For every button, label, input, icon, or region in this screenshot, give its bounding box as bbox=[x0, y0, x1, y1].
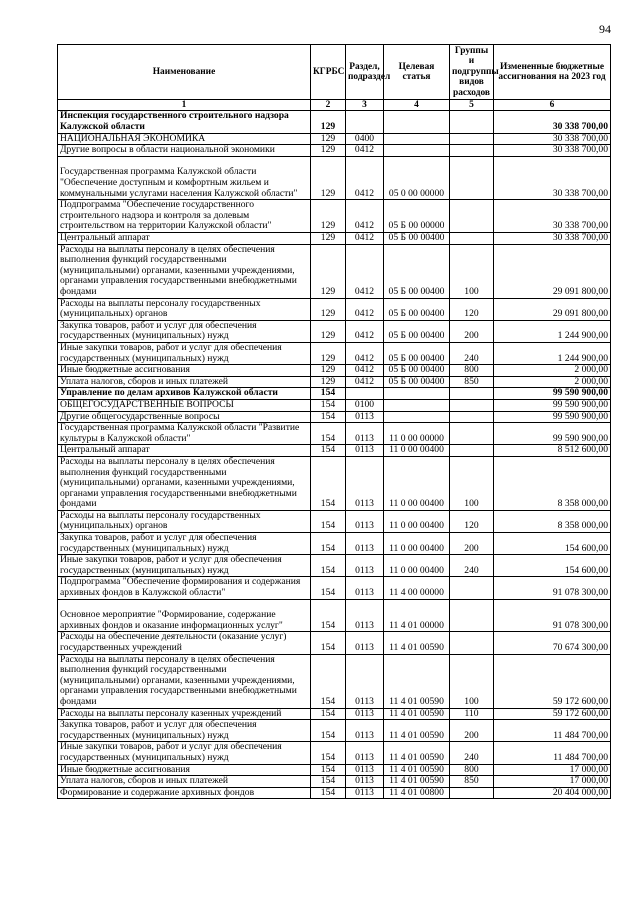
row-name: Расходы на обеспечение деятельности (оказание услуг) государственных учреждений bbox=[58, 632, 311, 654]
row-target: 11 0 00 00400 bbox=[384, 456, 450, 510]
header-kgrbs: КГРБС bbox=[311, 45, 346, 100]
column-number: 6 bbox=[494, 100, 611, 111]
table-row bbox=[58, 145, 611, 157]
table-row bbox=[58, 423, 611, 445]
row-group: 100 bbox=[450, 654, 494, 708]
row-group bbox=[450, 599, 494, 632]
table-row bbox=[58, 510, 611, 532]
table-row bbox=[58, 156, 611, 199]
row-name: Центральный аппарат bbox=[58, 232, 311, 244]
row-group: 200 bbox=[450, 720, 494, 742]
row-group: 850 bbox=[450, 376, 494, 388]
table-row bbox=[58, 399, 611, 411]
row-name: Государственная программа Калужской области "Обеспечение доступным и комфортным жильем и коммунальными услугами населения Калужской области" bbox=[58, 156, 311, 199]
row-amount: 30 338 700,00 bbox=[494, 145, 611, 157]
header-target: Целевая статья bbox=[384, 45, 450, 100]
row-name: Иные бюджетные ассигнования bbox=[58, 764, 311, 776]
row-name: Иные закупки товаров, работ и услуг для обеспечения государственных (муниципальных) нужд bbox=[58, 555, 311, 577]
row-section: 0412 bbox=[346, 200, 384, 233]
table-row bbox=[58, 388, 611, 400]
row-name: Иные закупки товаров, работ и услуг для обеспечения государственных (муниципальных) нужд bbox=[58, 342, 311, 364]
row-group: 240 bbox=[450, 555, 494, 577]
row-kgrbs: 129 bbox=[311, 200, 346, 233]
column-number: 2 bbox=[311, 100, 346, 111]
row-target: 11 0 00 00000 bbox=[384, 423, 450, 445]
row-group: 200 bbox=[450, 533, 494, 555]
row-group bbox=[450, 111, 494, 133]
row-name: Уплата налогов, сборов и иных платежей bbox=[58, 376, 311, 388]
header-amount: Измененные бюджетные ассигнования на 2023 год bbox=[494, 45, 611, 100]
row-amount: 99 590 900,00 bbox=[494, 388, 611, 400]
column-number: 3 bbox=[346, 100, 384, 111]
row-target: 05 Б 00 00400 bbox=[384, 365, 450, 377]
row-section: 0113 bbox=[346, 708, 384, 720]
row-group: 120 bbox=[450, 298, 494, 320]
row-kgrbs: 154 bbox=[311, 423, 346, 445]
table-row bbox=[58, 720, 611, 742]
row-target: 05 Б 00 00400 bbox=[384, 320, 450, 342]
row-target: 11 4 01 00000 bbox=[384, 599, 450, 632]
table-row bbox=[58, 298, 611, 320]
row-amount: 30 338 700,00 bbox=[494, 156, 611, 199]
row-kgrbs: 129 bbox=[311, 133, 346, 145]
row-name: Центральный аппарат bbox=[58, 445, 311, 457]
row-amount: 29 091 800,00 bbox=[494, 298, 611, 320]
row-kgrbs: 154 bbox=[311, 533, 346, 555]
row-kgrbs: 129 bbox=[311, 244, 346, 298]
row-section: 0412 bbox=[346, 145, 384, 157]
row-target: 11 0 00 00400 bbox=[384, 555, 450, 577]
table-row bbox=[58, 708, 611, 720]
table-row bbox=[58, 111, 611, 133]
row-section: 0400 bbox=[346, 133, 384, 145]
row-amount: 2 000,00 bbox=[494, 365, 611, 377]
row-target: 11 0 00 00400 bbox=[384, 510, 450, 532]
row-section: 0412 bbox=[346, 156, 384, 199]
row-name: Иные бюджетные ассигнования bbox=[58, 365, 311, 377]
row-section: 0113 bbox=[346, 533, 384, 555]
row-kgrbs: 154 bbox=[311, 388, 346, 400]
row-group bbox=[450, 388, 494, 400]
row-section: 0412 bbox=[346, 365, 384, 377]
table-row bbox=[58, 411, 611, 423]
row-section: 0412 bbox=[346, 244, 384, 298]
row-target: 05 Б 00 00400 bbox=[384, 298, 450, 320]
table-row bbox=[58, 342, 611, 364]
row-group: 800 bbox=[450, 365, 494, 377]
row-name: ОБЩЕГОСУДАРСТВЕННЫЕ ВОПРОСЫ bbox=[58, 399, 311, 411]
row-kgrbs: 154 bbox=[311, 599, 346, 632]
row-group bbox=[450, 445, 494, 457]
row-section: 0113 bbox=[346, 445, 384, 457]
row-name: Расходы на выплаты персоналу казенных учреждений bbox=[58, 708, 311, 720]
row-target: 11 4 01 00590 bbox=[384, 720, 450, 742]
row-kgrbs: 154 bbox=[311, 555, 346, 577]
page-number: 94 bbox=[599, 22, 611, 36]
row-group bbox=[450, 232, 494, 244]
table-row bbox=[58, 599, 611, 632]
row-target: 11 4 01 00590 bbox=[384, 742, 450, 764]
row-amount: 154 600,00 bbox=[494, 533, 611, 555]
row-amount: 59 172 600,00 bbox=[494, 654, 611, 708]
row-amount: 30 338 700,00 bbox=[494, 232, 611, 244]
row-section: 0113 bbox=[346, 632, 384, 654]
row-group bbox=[450, 632, 494, 654]
row-section bbox=[346, 388, 384, 400]
row-amount: 11 484 700,00 bbox=[494, 742, 611, 764]
row-amount: 99 590 900,00 bbox=[494, 411, 611, 423]
row-amount: 91 078 300,00 bbox=[494, 577, 611, 599]
table-row bbox=[58, 456, 611, 510]
row-group bbox=[450, 156, 494, 199]
header-name: Наименование bbox=[58, 45, 311, 100]
row-section: 0113 bbox=[346, 456, 384, 510]
row-amount: 30 338 700,00 bbox=[494, 133, 611, 145]
table-body bbox=[58, 111, 611, 799]
row-target: 05 Б 00 00400 bbox=[384, 376, 450, 388]
row-section: 0113 bbox=[346, 599, 384, 632]
table-row bbox=[58, 555, 611, 577]
header-section: Раздел, подраздел bbox=[346, 45, 384, 100]
row-amount: 99 590 900,00 bbox=[494, 399, 611, 411]
row-target bbox=[384, 388, 450, 400]
row-group: 240 bbox=[450, 342, 494, 364]
row-group bbox=[450, 145, 494, 157]
row-name: Основное мероприятие "Формирование, содержание архивных фондов и оказание информационных услуг" bbox=[58, 599, 311, 632]
row-kgrbs: 154 bbox=[311, 742, 346, 764]
header-row bbox=[58, 45, 611, 100]
row-kgrbs: 154 bbox=[311, 787, 346, 799]
column-number: 1 bbox=[58, 100, 311, 111]
row-section: 0113 bbox=[346, 764, 384, 776]
row-kgrbs: 129 bbox=[311, 298, 346, 320]
row-section: 0113 bbox=[346, 510, 384, 532]
table-row bbox=[58, 787, 611, 799]
row-group: 120 bbox=[450, 510, 494, 532]
row-group bbox=[450, 411, 494, 423]
table-row bbox=[58, 742, 611, 764]
table-row bbox=[58, 654, 611, 708]
row-kgrbs: 129 bbox=[311, 156, 346, 199]
column-number-row bbox=[58, 100, 611, 111]
row-section: 0412 bbox=[346, 342, 384, 364]
row-section: 0100 bbox=[346, 399, 384, 411]
row-name: Подпрограмма "Обеспечение формирования и содержания архивных фондов в Калужской области" bbox=[58, 577, 311, 599]
row-name: Уплата налогов, сборов и иных платежей bbox=[58, 776, 311, 788]
row-kgrbs: 154 bbox=[311, 445, 346, 457]
row-amount: 17 000,00 bbox=[494, 776, 611, 788]
table-row bbox=[58, 533, 611, 555]
row-section: 0113 bbox=[346, 776, 384, 788]
row-name: Формирование и содержание архивных фондов bbox=[58, 787, 311, 799]
row-amount: 59 172 600,00 bbox=[494, 708, 611, 720]
header-groups: Группы и подгруппы видов расходов bbox=[450, 45, 494, 100]
row-section: 0113 bbox=[346, 720, 384, 742]
row-target: 11 4 01 00590 bbox=[384, 654, 450, 708]
row-target bbox=[384, 145, 450, 157]
row-target: 11 4 01 00590 bbox=[384, 764, 450, 776]
row-name: Другие вопросы в области национальной экономики bbox=[58, 145, 311, 157]
row-section: 0113 bbox=[346, 555, 384, 577]
table-row bbox=[58, 244, 611, 298]
row-kgrbs: 129 bbox=[311, 111, 346, 133]
row-group: 100 bbox=[450, 456, 494, 510]
row-target: 11 4 01 00800 bbox=[384, 787, 450, 799]
row-section: 0412 bbox=[346, 320, 384, 342]
row-amount: 8 358 000,00 bbox=[494, 510, 611, 532]
row-kgrbs: 154 bbox=[311, 764, 346, 776]
row-name: Расходы на выплаты персоналу в целях обеспечения выполнения функций государственными (муниципальными) органами, казенными учреждениями, органами управления государственными внебюджетными фондами bbox=[58, 654, 311, 708]
row-amount: 8 512 600,00 bbox=[494, 445, 611, 457]
row-kgrbs: 129 bbox=[311, 232, 346, 244]
row-section: 0412 bbox=[346, 376, 384, 388]
row-amount: 1 244 900,00 bbox=[494, 342, 611, 364]
row-target: 05 Б 00 00400 bbox=[384, 232, 450, 244]
row-kgrbs: 129 bbox=[311, 376, 346, 388]
row-name: Инспекция государственного строительного надзора Калужской области bbox=[58, 111, 311, 133]
row-amount: 11 484 700,00 bbox=[494, 720, 611, 742]
row-section: 0113 bbox=[346, 787, 384, 799]
row-name: Другие общегосударственные вопросы bbox=[58, 411, 311, 423]
row-name: Управление по делам архивов Калужской области bbox=[58, 388, 311, 400]
row-group bbox=[450, 399, 494, 411]
row-group bbox=[450, 423, 494, 445]
row-group: 800 bbox=[450, 764, 494, 776]
table-row bbox=[58, 232, 611, 244]
row-section: 0113 bbox=[346, 577, 384, 599]
row-amount: 70 674 300,00 bbox=[494, 632, 611, 654]
table-row bbox=[58, 200, 611, 233]
row-name: Расходы на выплаты персоналу государственных (муниципальных) органов bbox=[58, 298, 311, 320]
row-target: 11 0 00 00400 bbox=[384, 445, 450, 457]
row-target bbox=[384, 111, 450, 133]
row-amount: 99 590 900,00 bbox=[494, 423, 611, 445]
row-amount: 1 244 900,00 bbox=[494, 320, 611, 342]
row-section: 0113 bbox=[346, 742, 384, 764]
row-target bbox=[384, 411, 450, 423]
row-kgrbs: 129 bbox=[311, 342, 346, 364]
row-target: 11 4 01 00590 bbox=[384, 708, 450, 720]
table-row bbox=[58, 445, 611, 457]
table-row bbox=[58, 376, 611, 388]
column-number: 4 bbox=[384, 100, 450, 111]
row-group: 850 bbox=[450, 776, 494, 788]
row-section: 0113 bbox=[346, 423, 384, 445]
row-kgrbs: 154 bbox=[311, 654, 346, 708]
table-row bbox=[58, 776, 611, 788]
row-target bbox=[384, 133, 450, 145]
row-amount: 29 091 800,00 bbox=[494, 244, 611, 298]
row-name: Расходы на выплаты персоналу государственных (муниципальных) органов bbox=[58, 510, 311, 532]
row-section: 0113 bbox=[346, 411, 384, 423]
row-amount: 2 000,00 bbox=[494, 376, 611, 388]
row-kgrbs: 154 bbox=[311, 399, 346, 411]
row-amount: 154 600,00 bbox=[494, 555, 611, 577]
row-target: 11 4 01 00590 bbox=[384, 776, 450, 788]
row-kgrbs: 154 bbox=[311, 456, 346, 510]
row-name: Государственная программа Калужской области "Развитие культуры в Калужской области" bbox=[58, 423, 311, 445]
table-row bbox=[58, 365, 611, 377]
row-kgrbs: 154 bbox=[311, 632, 346, 654]
row-kgrbs: 154 bbox=[311, 720, 346, 742]
row-kgrbs: 129 bbox=[311, 320, 346, 342]
row-name: Закупка товаров, работ и услуг для обеспечения государственных (муниципальных) нужд bbox=[58, 320, 311, 342]
row-name: Закупка товаров, работ и услуг для обеспечения государственных (муниципальных) нужд bbox=[58, 720, 311, 742]
row-section: 0412 bbox=[346, 232, 384, 244]
row-target: 05 0 00 00000 bbox=[384, 156, 450, 199]
row-amount: 30 338 700,00 bbox=[494, 111, 611, 133]
row-name: НАЦИОНАЛЬНАЯ ЭКОНОМИКА bbox=[58, 133, 311, 145]
row-kgrbs: 154 bbox=[311, 577, 346, 599]
row-target: 11 4 01 00590 bbox=[384, 632, 450, 654]
row-target: 11 0 00 00400 bbox=[384, 533, 450, 555]
row-target: 05 Б 00 00400 bbox=[384, 244, 450, 298]
row-kgrbs: 129 bbox=[311, 145, 346, 157]
row-amount: 91 078 300,00 bbox=[494, 599, 611, 632]
row-group bbox=[450, 577, 494, 599]
row-section: 0113 bbox=[346, 654, 384, 708]
row-kgrbs: 129 bbox=[311, 365, 346, 377]
row-kgrbs: 154 bbox=[311, 776, 346, 788]
row-amount: 20 404 000,00 bbox=[494, 787, 611, 799]
table-row bbox=[58, 133, 611, 145]
row-name: Расходы на выплаты персоналу в целях обеспечения выполнения функций государственными (муниципальными) органами, казенными учреждениями, органами управления государственными внебюджетными фондами bbox=[58, 456, 311, 510]
row-target: 11 4 00 00000 bbox=[384, 577, 450, 599]
row-group bbox=[450, 200, 494, 233]
row-amount: 8 358 000,00 bbox=[494, 456, 611, 510]
table-row bbox=[58, 577, 611, 599]
row-section bbox=[346, 111, 384, 133]
row-amount: 17 000,00 bbox=[494, 764, 611, 776]
row-kgrbs: 154 bbox=[311, 708, 346, 720]
row-name: Закупка товаров, работ и услуг для обеспечения государственных (муниципальных) нужд bbox=[58, 533, 311, 555]
row-kgrbs: 154 bbox=[311, 510, 346, 532]
row-name: Иные закупки товаров, работ и услуг для обеспечения государственных (муниципальных) нужд bbox=[58, 742, 311, 764]
column-number: 5 bbox=[450, 100, 494, 111]
row-kgrbs: 154 bbox=[311, 411, 346, 423]
row-group: 110 bbox=[450, 708, 494, 720]
row-group bbox=[450, 787, 494, 799]
table-row bbox=[58, 320, 611, 342]
row-target bbox=[384, 399, 450, 411]
row-name: Расходы на выплаты персоналу в целях обеспечения выполнения функций государственными (муниципальными) органами, казенными учреждениями, органами управления государственными внебюджетными фондами bbox=[58, 244, 311, 298]
row-name: Подпрограмма "Обеспечение государственного строительного надзора и контроля за долевым строительством на территории Калужской области" bbox=[58, 200, 311, 233]
row-target: 05 Б 00 00400 bbox=[384, 342, 450, 364]
budget-table bbox=[57, 44, 611, 799]
table-row bbox=[58, 764, 611, 776]
row-amount: 30 338 700,00 bbox=[494, 200, 611, 233]
row-group: 240 bbox=[450, 742, 494, 764]
row-group: 100 bbox=[450, 244, 494, 298]
row-group bbox=[450, 133, 494, 145]
row-section: 0412 bbox=[346, 298, 384, 320]
table-row bbox=[58, 632, 611, 654]
row-group: 200 bbox=[450, 320, 494, 342]
row-target: 05 Б 00 00000 bbox=[384, 200, 450, 233]
